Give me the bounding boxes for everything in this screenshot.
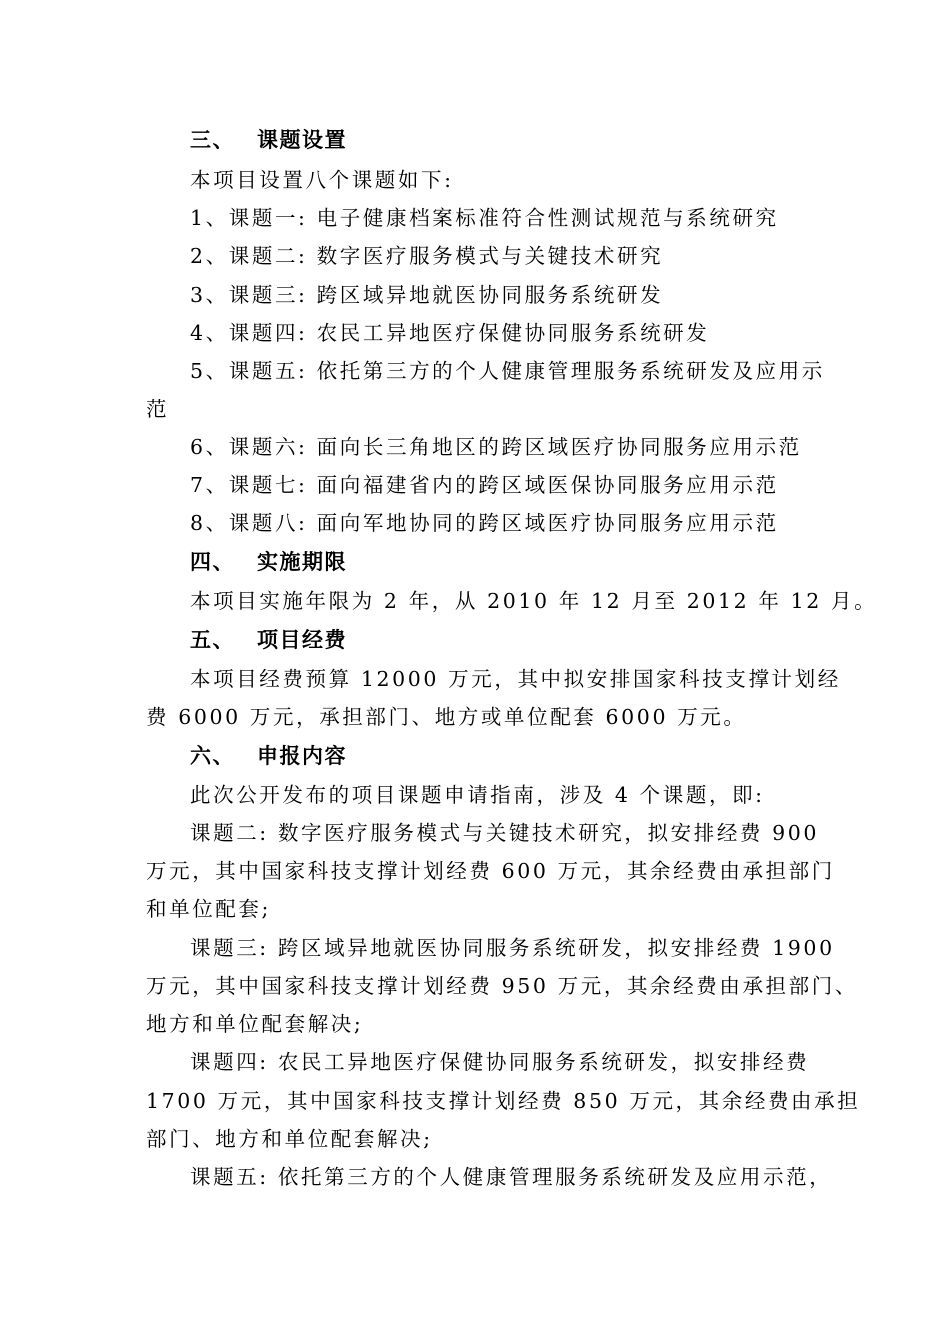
section-6-line-11: 课题五: 依托第三方的个人健康管理服务系统研发及应用示范， — [190, 1165, 833, 1189]
section-heading-5 — [190, 626, 860, 654]
section-heading-6 — [190, 742, 860, 770]
topic-item-7: 7、课题七: 面向福建省内的跨区域医保协同服务应用示范 — [190, 473, 779, 497]
section-title: 申报内容 — [257, 743, 347, 768]
topic-item-4: 4、课题四: 农民工异地医疗保健协同服务系统研发 — [190, 321, 710, 345]
section-5-line-1: 本项目经费预算 12000 万元，其中拟安排国家科技支撑计划经 — [190, 667, 841, 691]
topic-item-5: 5、课题五: 依托第三方的个人健康管理服务系统研发及应用示 — [190, 359, 825, 383]
section-6-line-7: 地方和单位配套解决; — [146, 1012, 364, 1036]
section-6-line-10: 部门、地方和单位配套解决; — [146, 1127, 433, 1151]
section-number: 六、 — [190, 743, 235, 768]
section-title: 实施期限 — [257, 549, 347, 574]
section-6-line-9: 1700 万元，其中国家科技支撑计划经费 850 万元，其余经费由承担 — [146, 1089, 861, 1113]
topic-item-2: 2、课题二: 数字医疗服务模式与关键技术研究 — [190, 244, 664, 268]
topic-item-6: 6、课题六: 面向长三角地区的跨区域医疗协同服务应用示范 — [190, 435, 802, 459]
topic-item-5-continued: 范 — [146, 397, 170, 421]
section-6-line-4: 和单位配套; — [146, 897, 272, 921]
section-6-line-1: 此次公开发布的项目课题申请指南，涉及 4 个课题，即: — [190, 783, 765, 807]
section-4-body: 本项目实施年限为 2 年，从 2010 年 12 月至 2012 年 12 月。 — [190, 589, 878, 613]
section-3-intro: 本项目设置八个课题如下: — [190, 168, 454, 192]
section-number: 四、 — [190, 549, 235, 574]
section-heading-3 — [190, 126, 860, 154]
section-5-line-2: 费 6000 万元，承担部门、地方或单位配套 6000 万元。 — [146, 705, 747, 729]
section-6-line-3: 万元，其中国家科技支撑计划经费 600 万元，其余经费由承担部门 — [146, 859, 835, 883]
section-6-line-6: 万元，其中国家科技支撑计划经费 950 万元，其余经费由承担部门、 — [146, 974, 858, 998]
section-title: 课题设置 — [257, 127, 347, 152]
section-title: 项目经费 — [257, 627, 347, 652]
section-number: 五、 — [190, 627, 235, 652]
section-6-line-2: 课题二: 数字医疗服务模式与关键技术研究，拟安排经费 900 — [190, 821, 820, 845]
section-6-line-8: 课题四: 农民工异地医疗保健协同服务系统研发，拟安排经费 — [190, 1050, 810, 1074]
section-heading-4 — [190, 548, 860, 576]
topic-item-3: 3、课题三: 跨区域异地就医协同服务系统研发 — [190, 283, 664, 307]
section-6-line-5: 课题三: 跨区域异地就医协同服务系统研发，拟安排经费 1900 — [190, 936, 835, 960]
topic-item-1: 1、课题一: 电子健康档案标准符合性测试规范与系统研究 — [190, 206, 779, 230]
section-number: 三、 — [190, 127, 235, 152]
topic-item-8: 8、课题八: 面向军地协同的跨区域医疗协同服务应用示范 — [190, 511, 779, 535]
